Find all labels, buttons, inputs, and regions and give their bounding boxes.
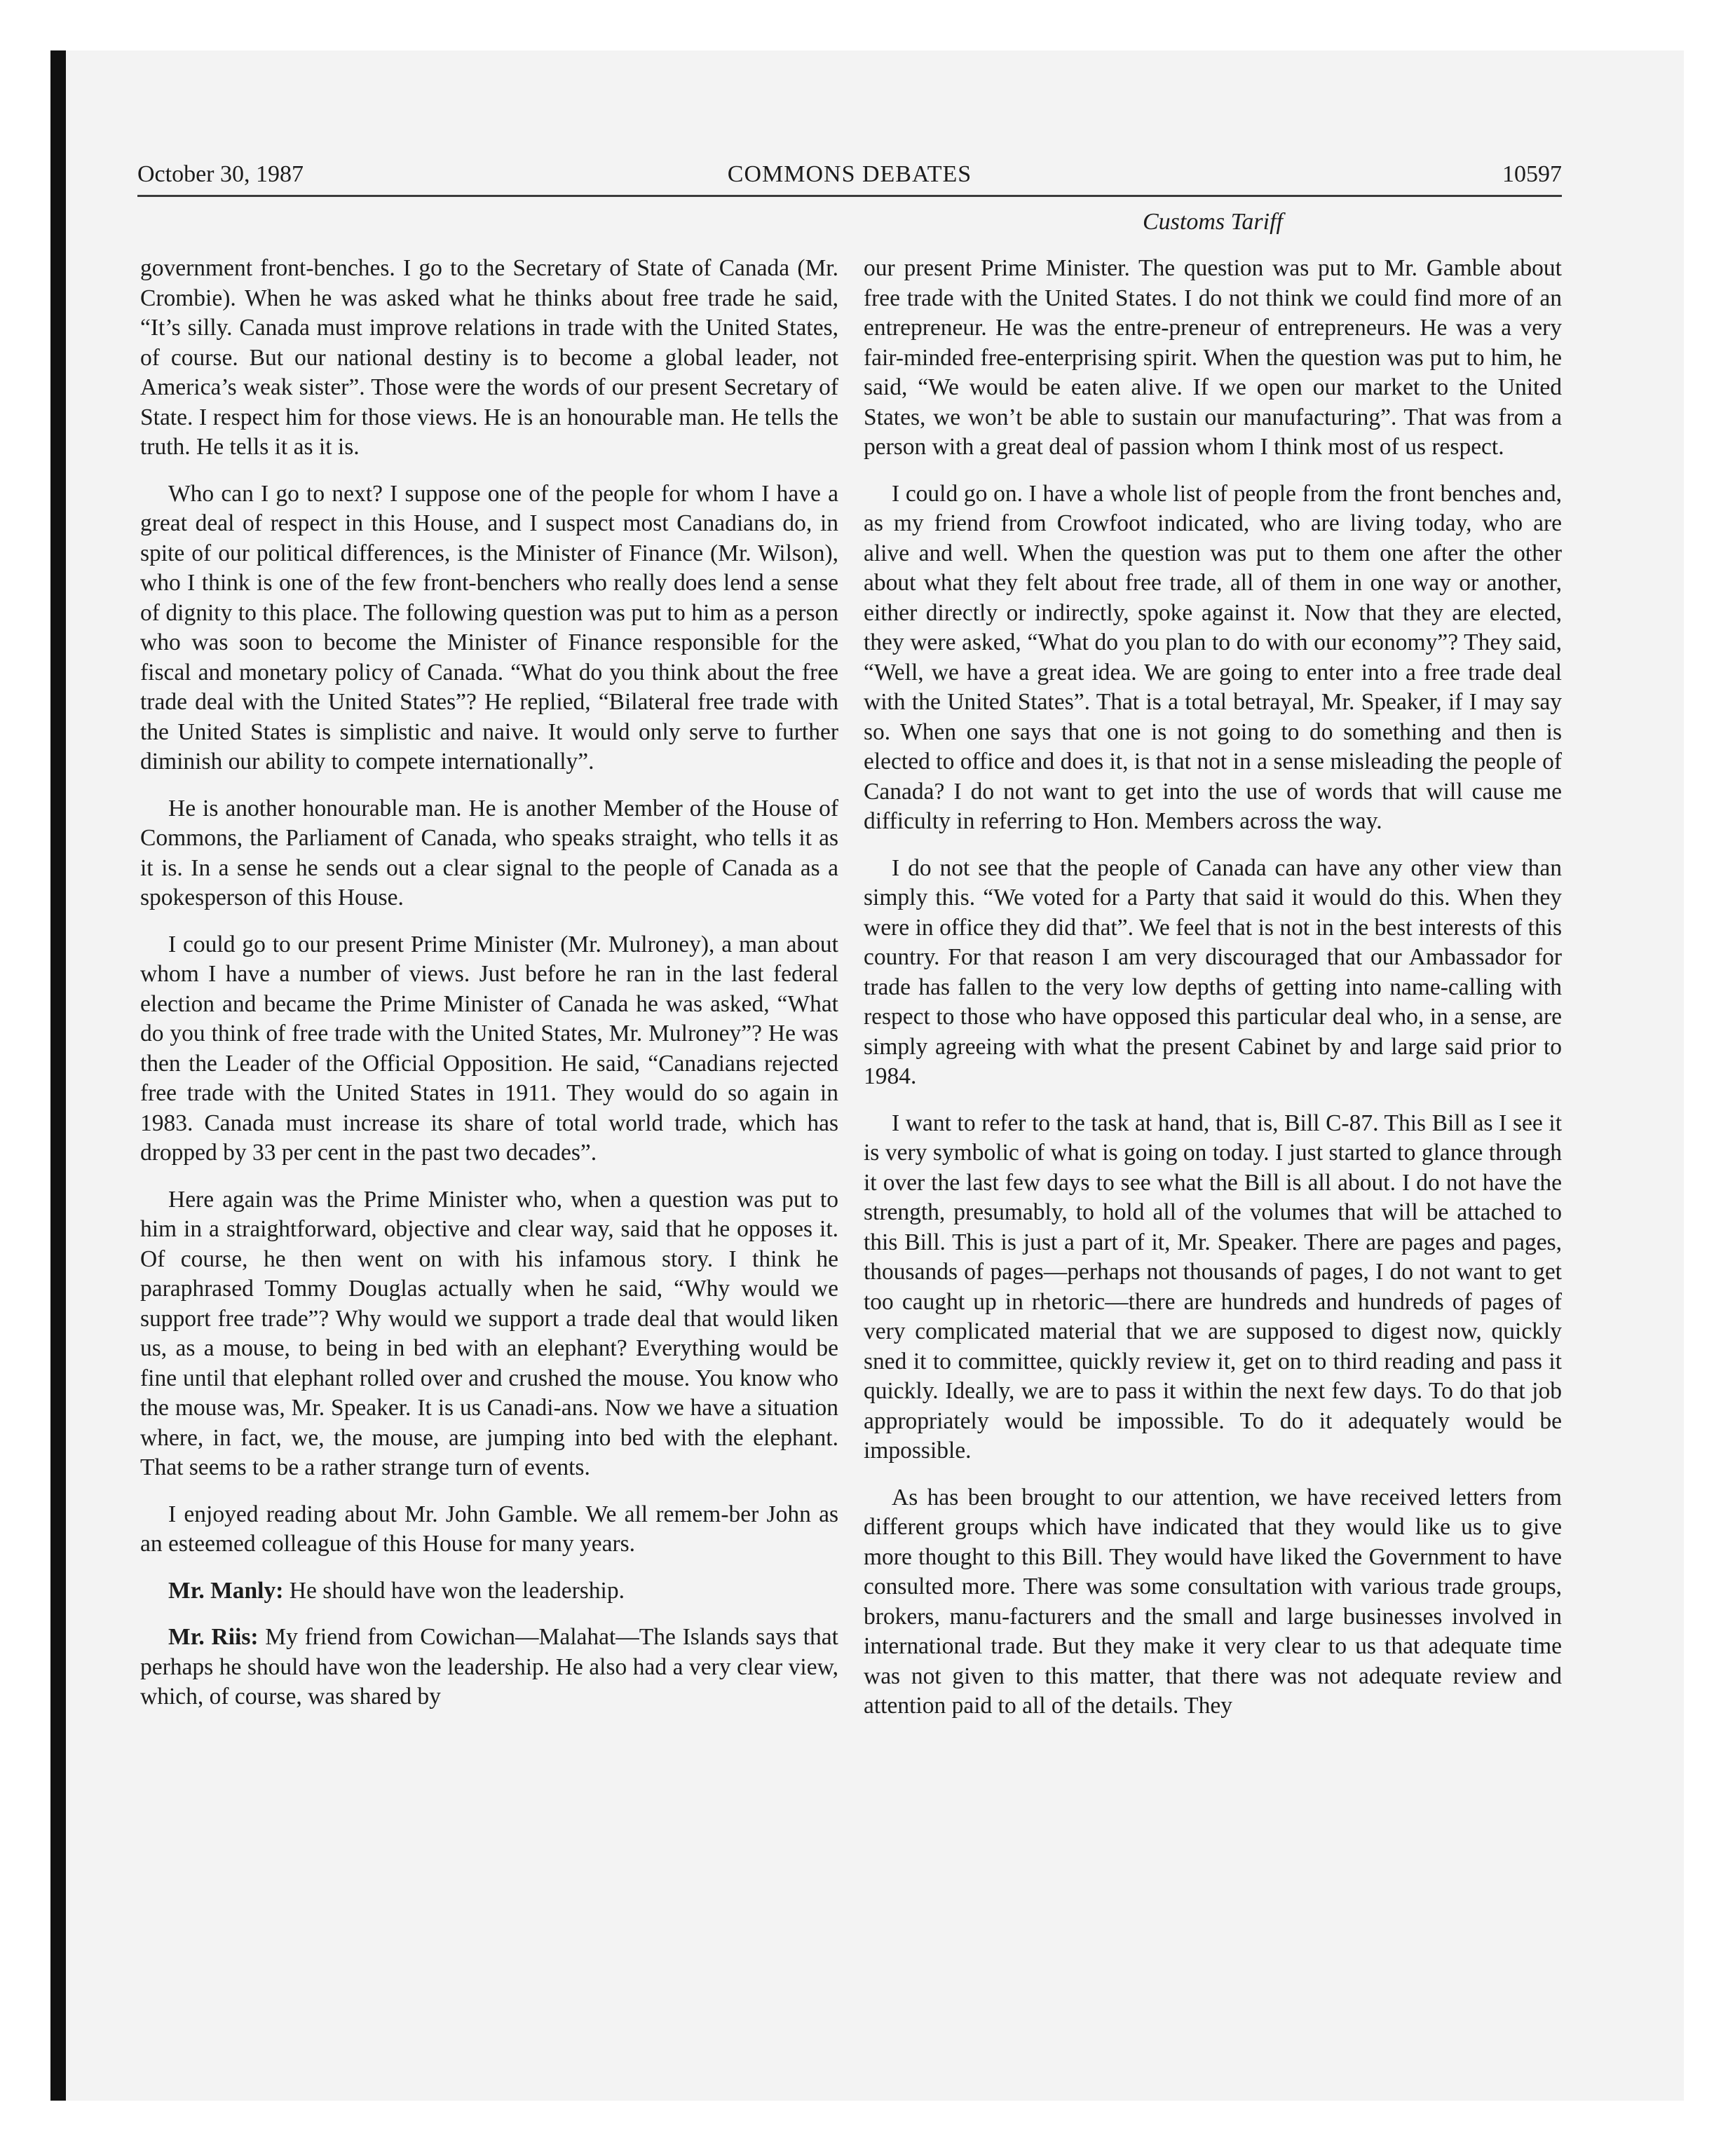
paragraph: I could go on. I have a whole list of people from the front benches and, as my friend from Crowfoot indicated, who are living today, who are alive and well. When the question was put to them one after the other about what they felt about free trade, all of them in one way or another, either directly or indirectly, spoke against it. Now that they are elected, they were asked, “What do you plan to do with our economy”? They said, “Well, we have a great idea. We are going to enter into a free trade deal with the United States”. That is a total betrayal, Mr. Speaker, if I may say so. When one says that one is not going to do something and then is elected to office and does it, is that not in a sense misleading the people of Canada? I do not want to get into the use of words that will cause me difficulty in referring to Hon. Members across the way.	[864, 480, 1562, 834]
speaker-name: Mr. Manly:	[168, 1577, 284, 1604]
paragraph: He is another honourable man. He is another Member of the House of Commons, the Parliament of Canada, who speaks straight, who tells it as it is. In a sense he sends out a clear signal to the people of Canada as a spokesperson of this House.	[140, 795, 838, 910]
speech-riis	[140, 1623, 838, 1712]
paragraph: I enjoyed reading about Mr. John Gamble. We all remem-ber John as an esteemed colleague of this House for many years.	[140, 1501, 838, 1557]
paragraph: our present Prime Minister. The question was put to Mr. Gamble about free trade with the United States. I do not think we could find more of an entrepreneur. He was the entre-preneur of entrepreneurs. He was a very fair-minded free-enterprising spirit. When the question was put to him, he said, “We would be eaten alive. If we open our market to the United States, we won’t be able to sustain our manufacturing”. That was from a person with a great deal of passion whom I think most of us respect.	[864, 255, 1562, 460]
paragraph: I do not see that the people of Canada can have any other view than simply this. “We voted for a Party that said it would do this. When they were in office they did that”. We feel that is not in the best interests of this country. For that reason I am very discouraged that our Ambassador for trade has fallen to the very low depths of getting into name-calling with respect to those who have opposed this particular deal who, in a sense, are simply agreeing with what the present Cabinet by and large said prior to 1984.	[864, 854, 1562, 1089]
speech-text: My friend from Cowichan—Malahat—The Islands says that perhaps he should have won the leadership. He also had a very clear view, which, of course, was shared by	[140, 1624, 838, 1710]
page-number: 10597	[1502, 161, 1562, 187]
section-title: Customs Tariff	[1143, 209, 1283, 235]
header-title: COMMONS DEBATES	[727, 161, 972, 187]
speaker-name: Mr. Riis:	[168, 1624, 259, 1650]
paragraph: Here again was the Prime Minister who, when a question was put to him in a straightforward, objective and clear way, said that he opposes it. Of course, he then went on with his infamous story. I think he paraphrased Tommy Douglas actually when he said, “Why would we support free trade”? Why would we support a trade deal that would liken us, as a mouse, to being in bed with an elephant? Everything would be fine until that elephant rolled over and crushed the mouse. You know who the mouse was, Mr. Speaker. It is us Canadi-ans. Now we have a situation where, in fact, we, the mouse, are jumping into bed with the elephant. That seems to be a rather strange turn of events.	[140, 1186, 838, 1480]
right-column	[864, 254, 1562, 1738]
speech-text: He should have won the leadership.	[283, 1577, 625, 1604]
paragraph: government front-benches. I go to the Secretary of State of Canada (Mr. Crombie). When he was asked what he thinks about free trade he said, “It’s silly. Canada must improve relations in trade with the United States, of course. But our national destiny is to become a global leader, not America’s weak sister”. Those were the words of our present Secretary of State. I respect him for those views. He is an honourable man. He tells the truth. He tells it as it is.	[140, 255, 838, 460]
speech-manly	[140, 1576, 838, 1606]
paragraph: I could go to our present Prime Minister (Mr. Mulroney), a man about whom I have a number of views. Just before he ran in the last federal election and became the Prime Minister of Canada he was asked, “What do you think of free trade with the United States, Mr. Mulroney”? He was then the Leader of the Official Opposition. He said, “Canadians rejected free trade with the United States in 1911. They would do so again in 1983. Canada must increase its share of total world trade, which has dropped by 33 per cent in the past two decades”.	[140, 931, 838, 1166]
paragraph: Who can I go to next? I suppose one of the people for whom I have a great deal of respect in this House, and I suspect most Canadians do, in spite of our political differences, is the Minister of Finance (Mr. Wilson), who I think is one of the few front-benchers who really does lend a sense of dignity to this place. The following question was put to him as a person who was soon to become the Minister of Finance responsible for the fiscal and monetary policy of Canada. “What do you think about the free trade deal with the United States”? He replied, “Bilateral free trade with the United States is simplistic and naive. It would only serve to further diminish our ability to compete internationally”.	[140, 480, 838, 775]
paragraph: I want to refer to the task at hand, that is, Bill C-87. This Bill as I see it is very symbolic of what is going on today. I just started to glance through it over the last few days to see what the Bill is all about. I do not have the strength, presumably, to hold all of the volumes that will be attached to this Bill. This is just a part of it, Mr. Speaker. There are pages and pages, thousands of pages—perhaps not thousands of pages, I do not want to get too caught up in rhetoric—there are hundreds and hundreds of pages of very complicated material that we are supposed to digest now, quickly sned it to committee, quickly review it, get on to third reading and pass it quickly. Ideally, we are to pass it within the next few days. To do that job appropriately would be impossible. To do it adequately would be impossible.	[864, 1110, 1562, 1464]
page-header	[137, 160, 1562, 197]
paragraph: As has been brought to our attention, we have received letters from different groups which have indicated that they would like us to give more thought to this Bill. They would have liked the Government to have consulted more. There was some consultation with various trade groups, brokers, manu-facturers and the small and large businesses involved in international trade. But they make it very clear to us that adequate time was not given to this matter, that there was not adequate review and attention paid to all of the details. They	[864, 1484, 1562, 1719]
header-date: October 30, 1987	[137, 161, 304, 187]
left-column	[140, 254, 838, 1729]
